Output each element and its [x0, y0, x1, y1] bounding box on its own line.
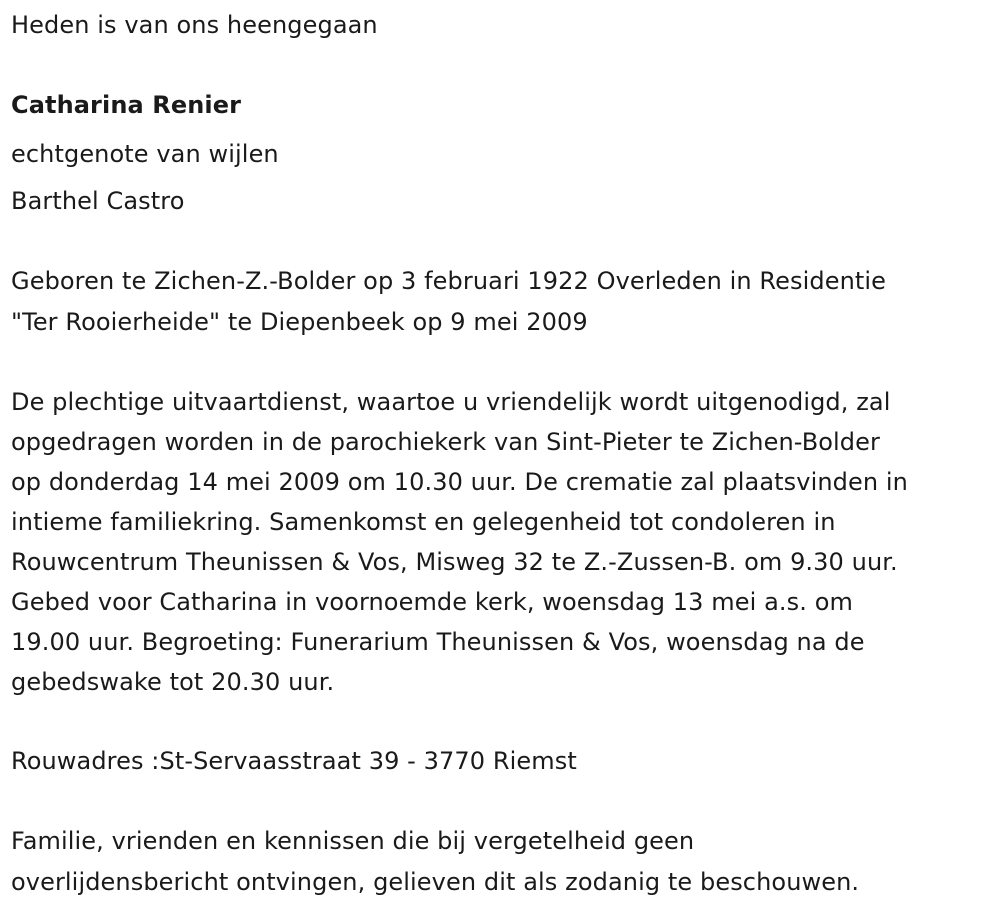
deceased-name: Catharina Renier	[11, 91, 242, 119]
service-line: opgedragen worden in de parochiekerk van Sint-Pieter te Zichen-Bolder	[11, 428, 880, 456]
relation-text: echtgenote van wijlen	[11, 140, 279, 168]
closing-line: Familie, vrienden en kennissen die bij vergetelheid geen	[11, 827, 695, 855]
service-line: 19.00 uur. Begroeting: Funerarium Theunissen & Vos, woensdag na de	[11, 628, 865, 656]
service-line: intieme familiekring. Samenkomst en gelegenheid tot condoleren in	[11, 508, 836, 536]
service-line: gebedswake tot 20.30 uur.	[11, 668, 335, 696]
spouse-name: Barthel Castro	[11, 187, 185, 215]
closing-line: overlijdensbericht ontvingen, gelieven dit als zodanig te beschouwen.	[11, 868, 860, 896]
service-line: De plechtige uitvaartdienst, waartoe u vriendelijk wordt uitgenodigd, zal	[11, 388, 891, 416]
service-line: op donderdag 14 mei 2009 om 10.30 uur. De crematie zal plaatsvinden in	[11, 468, 908, 496]
birth-death-line: "Ter Rooierheide" te Diepenbeek op 9 mei 2009	[11, 308, 588, 336]
mourning-address: Rouwadres :St-Servaasstraat 39 - 3770 Riemst	[11, 747, 577, 775]
service-line: Gebed voor Catharina in voornoemde kerk, woensdag 13 mei a.s. om	[11, 588, 853, 616]
service-line: Rouwcentrum Theunissen & Vos, Misweg 32 te Z.-Zussen-B. om 9.30 uur.	[11, 548, 898, 576]
intro-text: Heden is van ons heengegaan	[11, 11, 378, 39]
birth-death-line: Geboren te Zichen-Z.-Bolder op 3 februari 1922 Overleden in Residentie	[11, 267, 887, 295]
